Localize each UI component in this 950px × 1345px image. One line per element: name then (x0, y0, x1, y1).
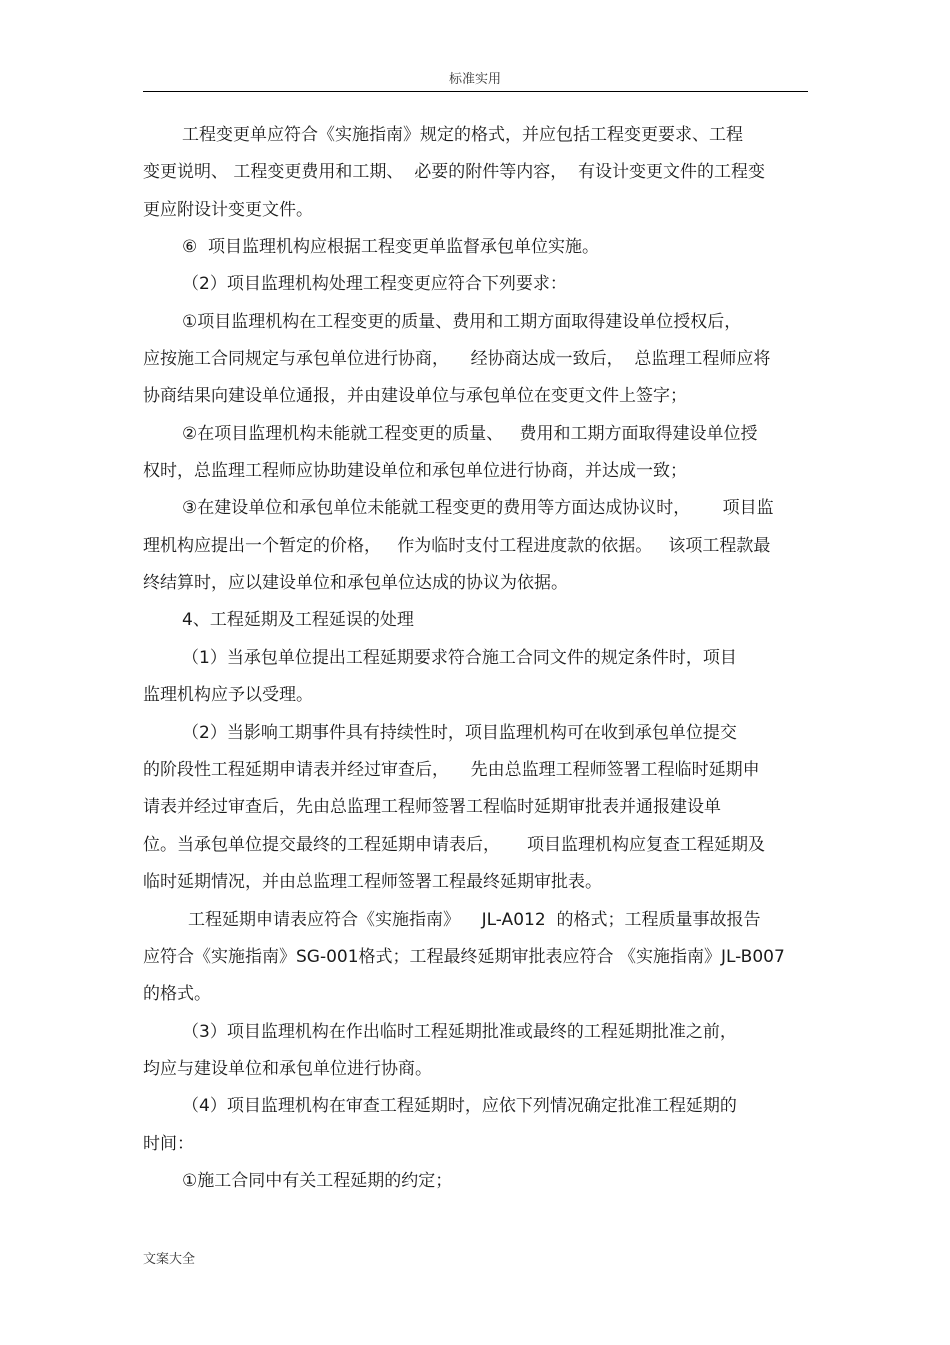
body-line: （4）项目监理机构在审查工程延期时，应依下列情况确定批准工程延期的 (182, 1096, 737, 1116)
body-line: 理机构应提出一个暂定的价格， 作为临时支付工程进度款的依据。 该项工程款最 (143, 536, 771, 556)
header-divider (143, 91, 808, 92)
body-line: 位。当承包单位提交最终的工程延期申请表后， 项目监理机构应复查工程延期及 (143, 835, 766, 855)
body-line: ⑥ 项目监理机构应根据工程变更单监督承包单位实施。 (182, 237, 600, 257)
body-line: ①施工合同中有关工程延期的约定； (182, 1171, 453, 1191)
body-line: 监理机构应予以受理。 (143, 685, 313, 705)
body-line: 更应附设计变更文件。 (143, 200, 313, 220)
body-line: 协商结果向建设单位通报，并由建设单位与承包单位在变更文件上签字； (143, 386, 687, 406)
body-line: （3）项目监理机构在作出临时工程延期批准或最终的工程延期批准之前， (182, 1022, 737, 1042)
body-line: 的阶段性工程延期申请表并经过审查后， 先由总监理工程师签署工程临时延期申 (143, 760, 760, 780)
body-line: 权时，总监理工程师应协助建设单位和承包单位进行协商，并达成一致； (143, 461, 687, 481)
body-line: 工程延期申请表应符合《实施指南》 JL-A012 的格式；工程质量事故报告 (188, 910, 761, 930)
body-line: 终结算时，应以建设单位和承包单位达成的协议为依据。 (143, 573, 568, 593)
body-line: 请表并经过审查后，先由总监理工程师签署工程临时延期审批表并通报建设单 (143, 797, 721, 817)
body-line: （2）当影响工期事件具有持续性时，项目监理机构可在收到承包单位提交 (182, 723, 737, 743)
header-title: 标准实用 (448, 72, 501, 87)
section-heading: 4、工程延期及工程延误的处理 (182, 610, 414, 630)
body-line: ③在建设单位和承包单位未能就工程变更的费用等方面达成协议时， 项目监 (182, 498, 774, 518)
body-line: 应按施工合同规定与承包单位进行协商， 经协商达成一致后， 总监理工程师应将 (143, 349, 771, 369)
body-line: （1）当承包单位提出工程延期要求符合施工合同文件的规定条件时，项目 (182, 648, 737, 668)
body-line: 工程变更单应符合《实施指南》规定的格式，并应包括工程变更要求、工程 (182, 125, 743, 145)
body-line: 变更说明、 工程变更费用和工期、 必要的附件等内容， 有设计变更文件的工程变 (143, 162, 766, 182)
body-line: ②在项目监理机构未能就工程变更的质量、 费用和工期方面取得建设单位授 (182, 424, 758, 444)
body-line: 均应与建设单位和承包单位进行协商。 (143, 1059, 432, 1079)
body-line: ①项目监理机构在工程变更的质量、费用和工期方面取得建设单位授权后， (182, 312, 742, 332)
body-line: 应符合《实施指南》SG-001格式；工程最终延期审批表应符合 《实施指南》JL-B007 (143, 947, 785, 967)
body-line: 时间： (143, 1134, 194, 1154)
page-footer: 文案大全 (143, 1252, 196, 1267)
body-line: 临时延期情况，并由总监理工程师签署工程最终延期审批表。 (143, 872, 602, 892)
body-line: （2）项目监理机构处理工程变更应符合下列要求： (182, 274, 567, 294)
body-line: 的格式。 (143, 984, 211, 1004)
